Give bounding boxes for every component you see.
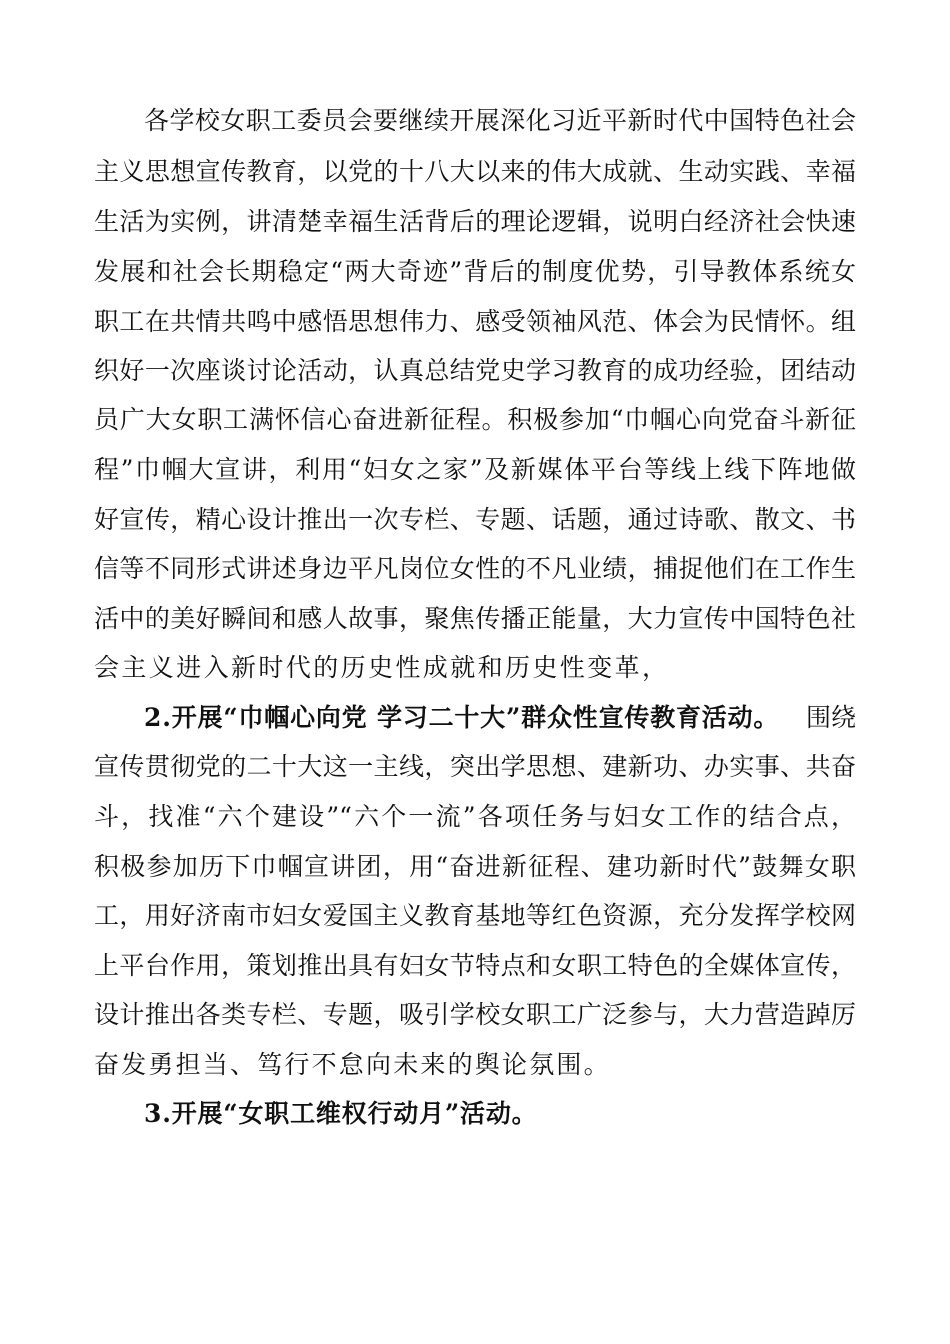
paragraph-text: 上平台作用，策划推出具有妇女节特点和女职工特色的全媒体宣传， bbox=[94, 951, 856, 980]
paragraph-2-line-6 bbox=[0, 990, 950, 1040]
paragraph-1-line-5 bbox=[0, 297, 950, 347]
paragraph-2-line-7 bbox=[0, 1040, 950, 1090]
paragraph-1-line-4 bbox=[0, 247, 950, 297]
paragraph-text: 主义思想宣传教育，以党的十八大以来的伟大成就、生动实践、幸福 bbox=[94, 157, 856, 186]
paragraph-1-line-11 bbox=[0, 594, 950, 644]
paragraph-2-line-4 bbox=[0, 891, 950, 941]
paragraph-2-line-2 bbox=[0, 792, 950, 842]
paragraph-1-line-3 bbox=[0, 197, 950, 247]
paragraph-2-heading-line bbox=[0, 693, 950, 743]
paragraph-text: 工，用好济南市妇女爱国主义教育基地等红色资源，充分发挥学校网 bbox=[94, 901, 856, 930]
paragraph-3-heading-line bbox=[0, 1089, 950, 1139]
paragraph-2-line-3 bbox=[0, 842, 950, 892]
paragraph-text: 各学校女职工委员会要继续开展深化习近平新时代中国特色社会 bbox=[144, 106, 856, 135]
paragraph-text: 宣传贯彻党的二十大这一主线，突出学思想、建新功、办实事、共奋 bbox=[94, 752, 856, 781]
paragraph-text: 积极参加历下巾帼宣讲团，用“奋进新征程、建功新时代”鼓舞女职 bbox=[94, 852, 856, 881]
paragraph-text: 设计推出各类专栏、专题，吸引学校女职工广泛参与，大力营造踔厉 bbox=[94, 1000, 856, 1029]
paragraph-1-line-12 bbox=[0, 643, 950, 693]
paragraph-2-line-1 bbox=[0, 742, 950, 792]
paragraph-1-line-1 bbox=[0, 96, 950, 146]
paragraph-1-line-9 bbox=[0, 495, 950, 545]
paragraph-text: 围绕 bbox=[805, 703, 856, 732]
paragraph-text: 员广大女职工满怀信心奋进新征程。积极参加“巾帼心向党奋斗新征 bbox=[94, 405, 856, 434]
paragraph-text: 奋发勇担当、笃行不怠向未来的舆论氛围。 bbox=[94, 1050, 611, 1079]
section-heading-3: 3.开展“女职工维权行动月”活动。 bbox=[144, 1099, 538, 1128]
paragraph-1-line-10 bbox=[0, 544, 950, 594]
paragraph-text: 好宣传，精心设计推出一次专栏、专题、话题，通过诗歌、散文、书 bbox=[94, 505, 856, 534]
paragraph-text: 程”巾帼大宣讲，利用“妇女之家”及新媒体平台等线上线下阵地做 bbox=[94, 455, 856, 484]
paragraph-text: 斗，找准“六个建设”“六个一流”各项任务与妇女工作的结合点， bbox=[94, 802, 856, 831]
paragraph-text: 发展和社会长期稳定“两大奇迹”背后的制度优势，引导教体系统女 bbox=[94, 257, 856, 286]
paragraph-text: 职工在共情共鸣中感悟思想伟力、感受领袖风范、体会为民情怀。组 bbox=[94, 307, 856, 336]
section-heading-2: 2.开展“巾帼心向党 学习二十大”群众性宣传教育活动。 bbox=[144, 703, 780, 732]
paragraph-1-line-6 bbox=[0, 346, 950, 396]
paragraph-2-line-5 bbox=[0, 941, 950, 991]
paragraph-1-line-8 bbox=[0, 445, 950, 495]
paragraph-1-line-7 bbox=[0, 395, 950, 445]
paragraph-text: 织好一次座谈讨论活动，认真总结党史学习教育的成功经验，团结动 bbox=[94, 356, 856, 385]
paragraph-text: 会主义进入新时代的历史性成就和历史性变革， bbox=[94, 653, 670, 682]
paragraph-text: 信等不同形式讲述身边平凡岗位女性的不凡业绩，捕捉他们在工作生 bbox=[94, 554, 856, 583]
paragraph-1-line-2 bbox=[0, 147, 950, 197]
paragraph-text: 生活为实例，讲清楚幸福生活背后的理论逻辑，说明白经济社会快速 bbox=[94, 207, 856, 236]
paragraph-text: 活中的美好瞬间和感人故事，聚焦传播正能量，大力宣传中国特色社 bbox=[94, 604, 856, 633]
paragraph-2-heading-wrap bbox=[144, 693, 856, 743]
